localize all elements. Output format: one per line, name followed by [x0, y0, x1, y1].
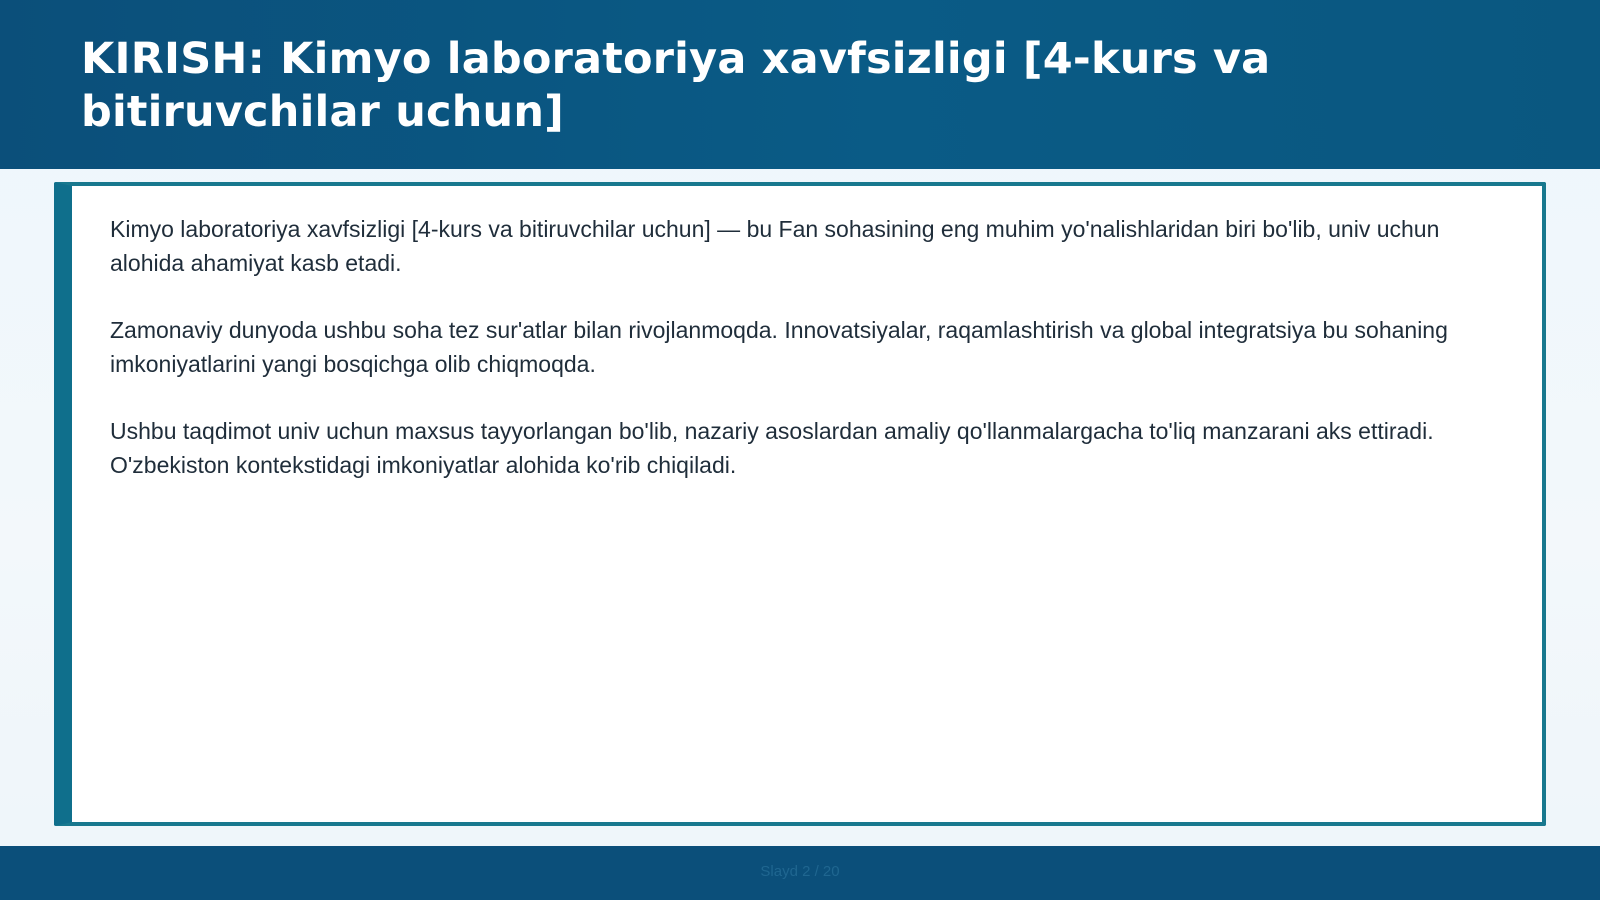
- content-card: [54, 182, 1546, 826]
- paragraph-introduction: Kimyo laboratoriya xavfsizligi [4-kurs va bitiruvchilar uchun] — bu Fan sohasining eng muhim yo'nalishlaridan biri bo'lib, univ uchun alohida ahamiyat kasb etadi.: [110, 216, 1440, 276]
- title-bar: [0, 0, 1600, 169]
- paragraph-modern-world: Zamonaviy dunyoda ushbu soha tez sur'atlar bilan rivojlanmoqda. Innovatsiyalar, raqamlashtirish va global integratsiya bu sohaning imkoniyatlarini yangi bosqichga olib chiqmoqda.: [110, 317, 1448, 377]
- content-paragraphs: [110, 212, 1502, 515]
- paragraph-presentation-scope: Ushbu taqdimot univ uchun maxsus tayyorlangan bo'lib, nazariy asoslardan amaliy qo'llanmalargacha to'liq manzarani aks ettiradi. O'zbekiston kontekstidagi imkoniyatlar alohida ko'rib chiqiladi.: [110, 418, 1434, 478]
- slide-title: KIRISH: Kimyo laboratoriya xavfsizligi [4-kurs va bitiruvchilar uchun]: [81, 34, 1271, 137]
- slide-number: Slayd 2 / 20: [760, 863, 840, 880]
- footer-bar: [0, 846, 1600, 900]
